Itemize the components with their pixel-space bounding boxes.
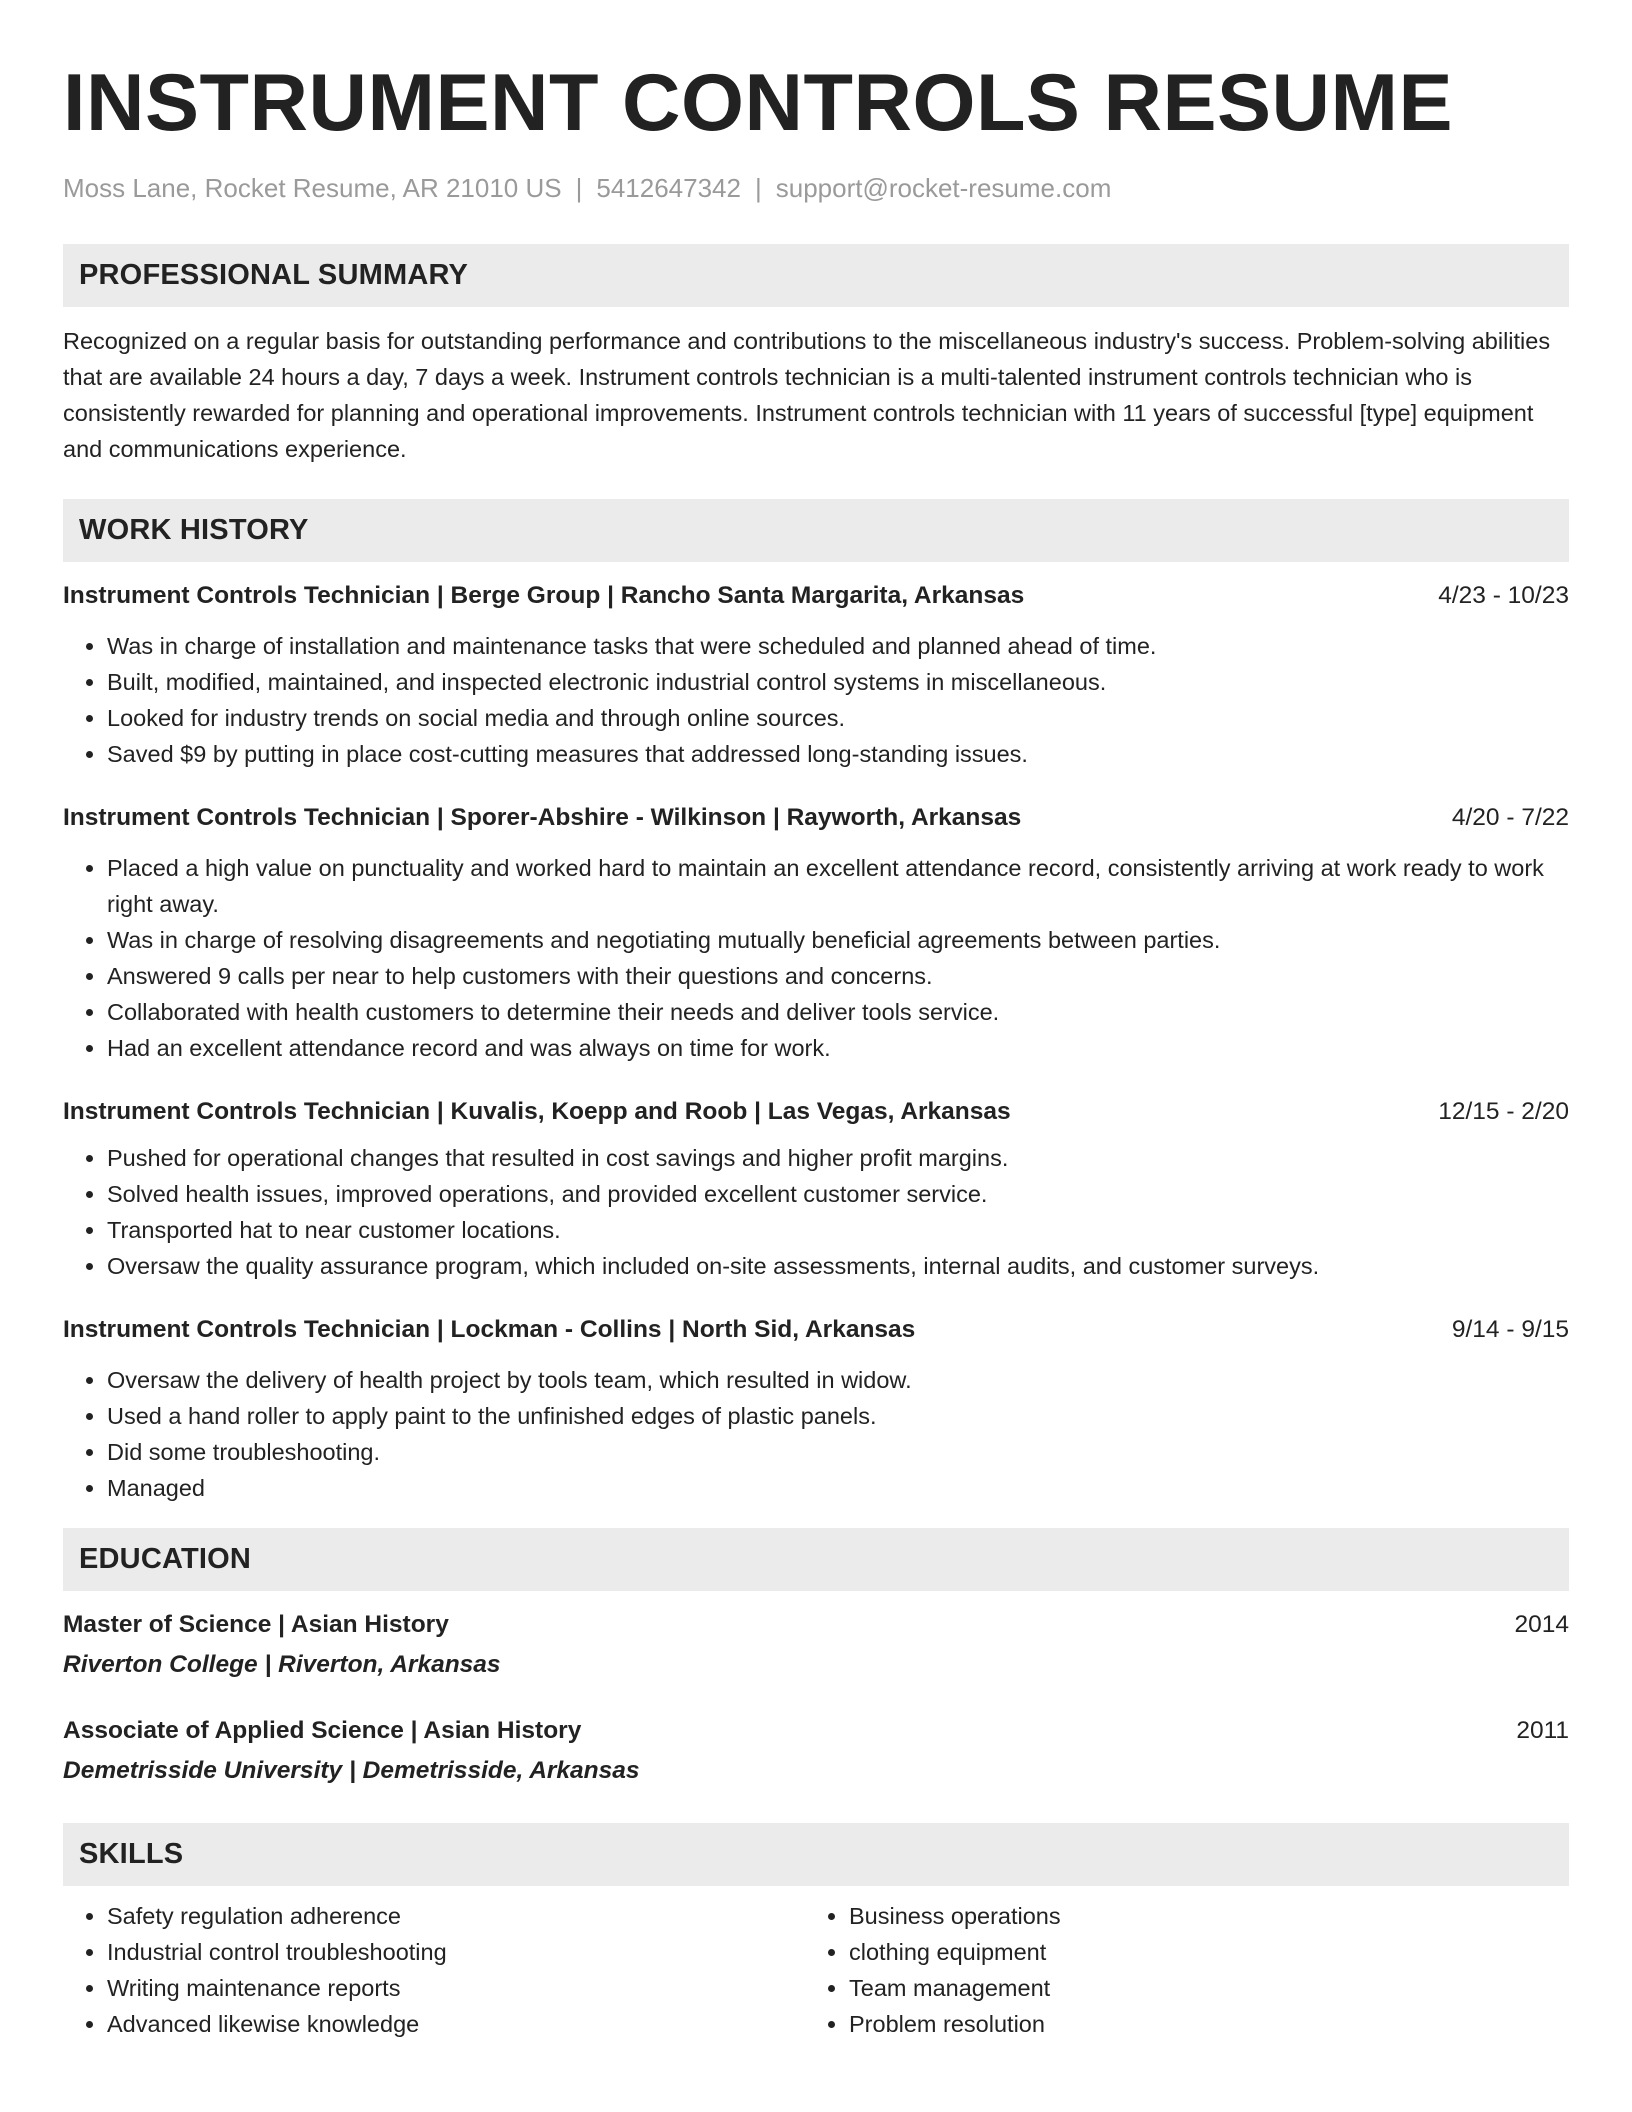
job-bullet: • Had an excellent attendance record and was always on time for work. bbox=[107, 1030, 1569, 1066]
job-bullet: • Saved $9 by putting in place cost-cutting measures that addressed long-standing issues. bbox=[107, 736, 1569, 772]
skill-item: • Team management bbox=[849, 1970, 1547, 2006]
contact-line bbox=[63, 170, 1569, 206]
job-bullet: • Used a hand roller to apply paint to the unfinished edges of plastic panels. bbox=[107, 1398, 1569, 1434]
job-bullet: • Answered 9 calls per near to help customers with their questions and concerns. bbox=[107, 958, 1569, 994]
job-bullet: • Solved health issues, improved operations, and provided excellent customer service. bbox=[107, 1176, 1569, 1212]
job-entry bbox=[63, 1312, 1569, 1506]
education-school: Demetrisside University | Demetrisside, Arkansas bbox=[63, 1757, 640, 1784]
skill-item: • Industrial control troubleshooting bbox=[107, 1934, 805, 1970]
education-school: Riverton College | Riverton, Arkansas bbox=[63, 1651, 501, 1678]
skill-item: • Problem resolution bbox=[849, 2006, 1547, 2042]
job-bullet: • Oversaw the delivery of health project by tools team, which resulted in widow. bbox=[107, 1362, 1569, 1398]
job-bullet: • Collaborated with health customers to determine their needs and deliver tools service. bbox=[107, 994, 1569, 1030]
contact-phone: 5412647342 bbox=[596, 173, 741, 203]
summary-section-header bbox=[63, 244, 1569, 307]
skills-heading: SKILLS bbox=[79, 1838, 184, 1870]
job-bullet: • Did some troubleshooting. bbox=[107, 1434, 1569, 1470]
job-bullets bbox=[63, 1362, 1569, 1506]
job-bullet: • Placed a high value on punctuality and worked hard to maintain an excellent attendance record, consistently arriving at work ready to work right away. bbox=[107, 850, 1569, 922]
education-entry bbox=[63, 1713, 1569, 1789]
job-bullet: • Looked for industry trends on social media and through online sources. bbox=[107, 700, 1569, 736]
contact-separator: | bbox=[575, 173, 583, 203]
summary-heading: PROFESSIONAL SUMMARY bbox=[79, 259, 469, 291]
skills-column-right bbox=[805, 1898, 1547, 2042]
skills-list bbox=[63, 1898, 1569, 2042]
skills-column-left bbox=[63, 1898, 805, 2042]
education-degree: Associate of Applied Science | Asian History bbox=[63, 1717, 582, 1744]
job-bullet: • Was in charge of resolving disagreements and negotiating mutually beneficial agreements between parties. bbox=[107, 922, 1569, 958]
job-title: Instrument Controls Technician | Lockman - Collins | North Sid, Arkansas bbox=[63, 1316, 916, 1343]
work-history-section-header bbox=[63, 499, 1569, 562]
contact-address: Moss Lane, Rocket Resume, AR 21010 US bbox=[63, 173, 562, 203]
job-header bbox=[63, 1094, 1569, 1130]
job-bullets bbox=[63, 850, 1569, 1066]
summary-text: Recognized on a regular basis for outstanding performance and contributions to the miscellaneous industry's success. Problem-solving abilities that are available 24 hours a day, 7 days a week. Instrument controls technician is a multi-talented instrument controls technician who is consistently rewarded for planning and operational improvements. Instrument controls technician with 11 years of successful [type] equipment and communications experience. bbox=[63, 328, 1551, 462]
job-entry bbox=[63, 1094, 1569, 1284]
education-entry bbox=[63, 1607, 1569, 1683]
skill-item: • Safety regulation adherence bbox=[107, 1898, 805, 1934]
skill-item: • Business operations bbox=[849, 1898, 1547, 1934]
job-bullets bbox=[63, 628, 1569, 772]
education-row bbox=[63, 1713, 1569, 1749]
job-header bbox=[63, 800, 1569, 836]
job-dates: 4/23 - 10/23 bbox=[1438, 582, 1569, 609]
job-bullet: • Oversaw the quality assurance program, which included on-site assessments, internal audits, and customer surveys. bbox=[107, 1248, 1569, 1284]
resume-title: INSTRUMENT CONTROLS RESUME bbox=[63, 58, 1453, 148]
job-bullet: • Was in charge of installation and maintenance tasks that were scheduled and planned ahead of time. bbox=[107, 628, 1569, 664]
job-bullets bbox=[63, 1140, 1569, 1284]
job-header bbox=[63, 578, 1569, 614]
job-entry bbox=[63, 578, 1569, 772]
skill-item: • Advanced likewise knowledge bbox=[107, 2006, 805, 2042]
job-bullet: • Managed bbox=[107, 1470, 1569, 1506]
education-degree: Master of Science | Asian History bbox=[63, 1611, 449, 1638]
job-header bbox=[63, 1312, 1569, 1348]
education-row bbox=[63, 1607, 1569, 1643]
job-entry bbox=[63, 800, 1569, 1066]
job-dates: 12/15 - 2/20 bbox=[1438, 1098, 1569, 1125]
skills-section-header bbox=[63, 1823, 1569, 1886]
job-bullet: • Built, modified, maintained, and inspected electronic industrial control systems in miscellaneous. bbox=[107, 664, 1569, 700]
contact-email: support@rocket-resume.com bbox=[775, 173, 1112, 203]
contact-separator: | bbox=[754, 173, 762, 203]
job-bullet: • Pushed for operational changes that resulted in cost savings and higher profit margins. bbox=[107, 1140, 1569, 1176]
job-bullet: • Transported hat to near customer locations. bbox=[107, 1212, 1569, 1248]
education-year: 2014 bbox=[1514, 1611, 1569, 1638]
skill-item: • clothing equipment bbox=[849, 1934, 1547, 1970]
job-dates: 9/14 - 9/15 bbox=[1451, 1316, 1569, 1343]
skill-item: • Writing maintenance reports bbox=[107, 1970, 805, 2006]
education-section-header bbox=[63, 1528, 1569, 1591]
work-history-heading: WORK HISTORY bbox=[79, 514, 309, 546]
job-dates: 4/20 - 7/22 bbox=[1451, 804, 1569, 831]
education-year: 2011 bbox=[1516, 1717, 1569, 1744]
job-title: Instrument Controls Technician | Kuvalis, Koepp and Roob | Las Vegas, Arkansas bbox=[63, 1098, 1011, 1125]
job-title: Instrument Controls Technician | Berge Group | Rancho Santa Margarita, Arkansas bbox=[63, 582, 1025, 609]
job-title: Instrument Controls Technician | Sporer-Abshire - Wilkinson | Rayworth, Arkansas bbox=[63, 804, 1022, 831]
education-heading: EDUCATION bbox=[79, 1543, 252, 1575]
